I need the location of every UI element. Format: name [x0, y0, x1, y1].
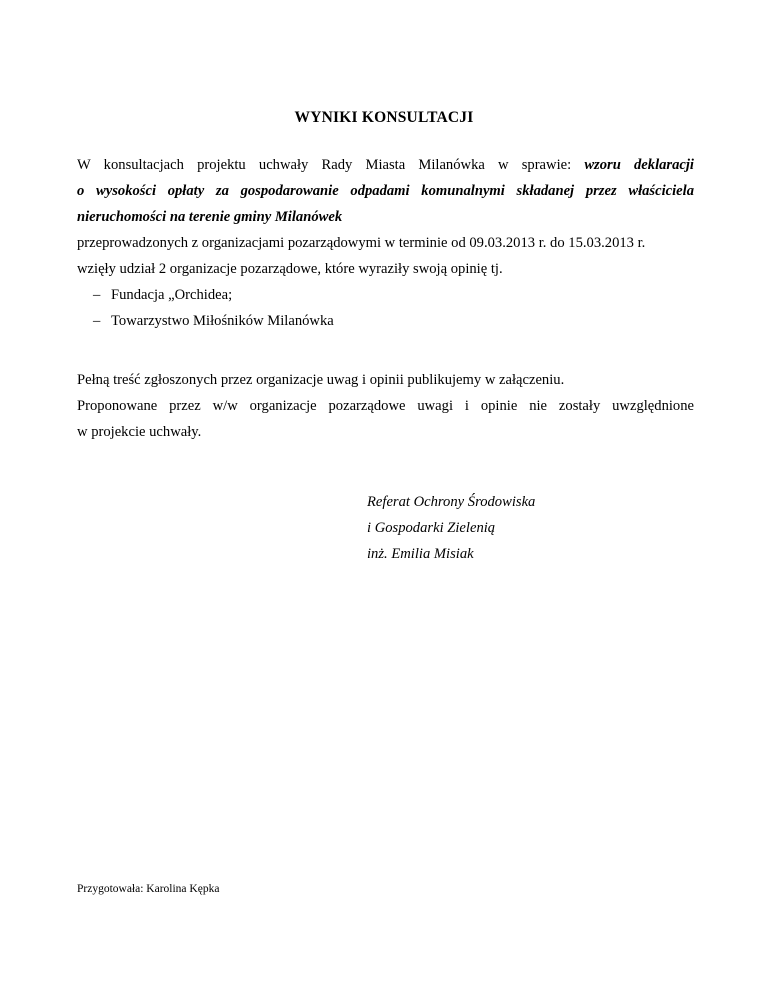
results-line-1: Pełną treść zgłoszonych przez organizacje uwag i opinii publikujemy w załączeniu.: [77, 372, 565, 388]
list-dash-marker: –: [93, 287, 101, 303]
results-line-3: w projekcie uchwały.: [77, 424, 202, 440]
intro-paragraph: [77, 152, 694, 334]
intro-line-1-emphasis: wzoru deklaracji: [584, 157, 694, 173]
intro-line-3: nieruchomości na terenie gminy Milanówek: [77, 209, 343, 225]
prepared-by-note: Przygotowała: Karolina Kępka: [77, 883, 220, 895]
intro-line-1-plain: W konsultacjach projektu uchwały Rady Miasta Milanówka w sprawie:: [77, 157, 572, 173]
intro-line-1: [77, 152, 694, 178]
intro-line-5: wzięły udział 2 organizacje pozarządowe, które wyraziły swoją opinię tj.: [77, 261, 503, 277]
signature-department-line-2: i Gospodarki Zielenią: [367, 520, 496, 536]
intro-line-4: przeprowadzonych z organizacjami pozarządowymi w terminie od 09.03.2013 r. do 15.03.2013 r.: [77, 235, 646, 251]
document-title: WYNIKI KONSULTACJI: [294, 109, 474, 126]
list-item: [77, 282, 694, 308]
signature-name: inż. Emilia Misiak: [367, 546, 474, 562]
results-paragraph: [77, 367, 694, 445]
signature-block: [367, 489, 535, 567]
list-item: [77, 308, 694, 334]
organization-name: Towarzystwo Miłośników Milanówka: [111, 313, 334, 329]
list-dash-marker: –: [93, 313, 101, 329]
signature-department-line-1: Referat Ochrony Środowiska: [367, 494, 536, 510]
organization-name: Fundacja „Orchidea;: [111, 287, 233, 303]
intro-line-2: o wysokości opłaty za gospodarowanie odpadami komunalnymi składanej przez właściciela: [77, 183, 694, 199]
results-line-2: Proponowane przez w/w organizacje pozarządowe uwagi i opinie nie zostały uwzględnione: [77, 398, 694, 414]
organizations-list: [77, 282, 694, 334]
